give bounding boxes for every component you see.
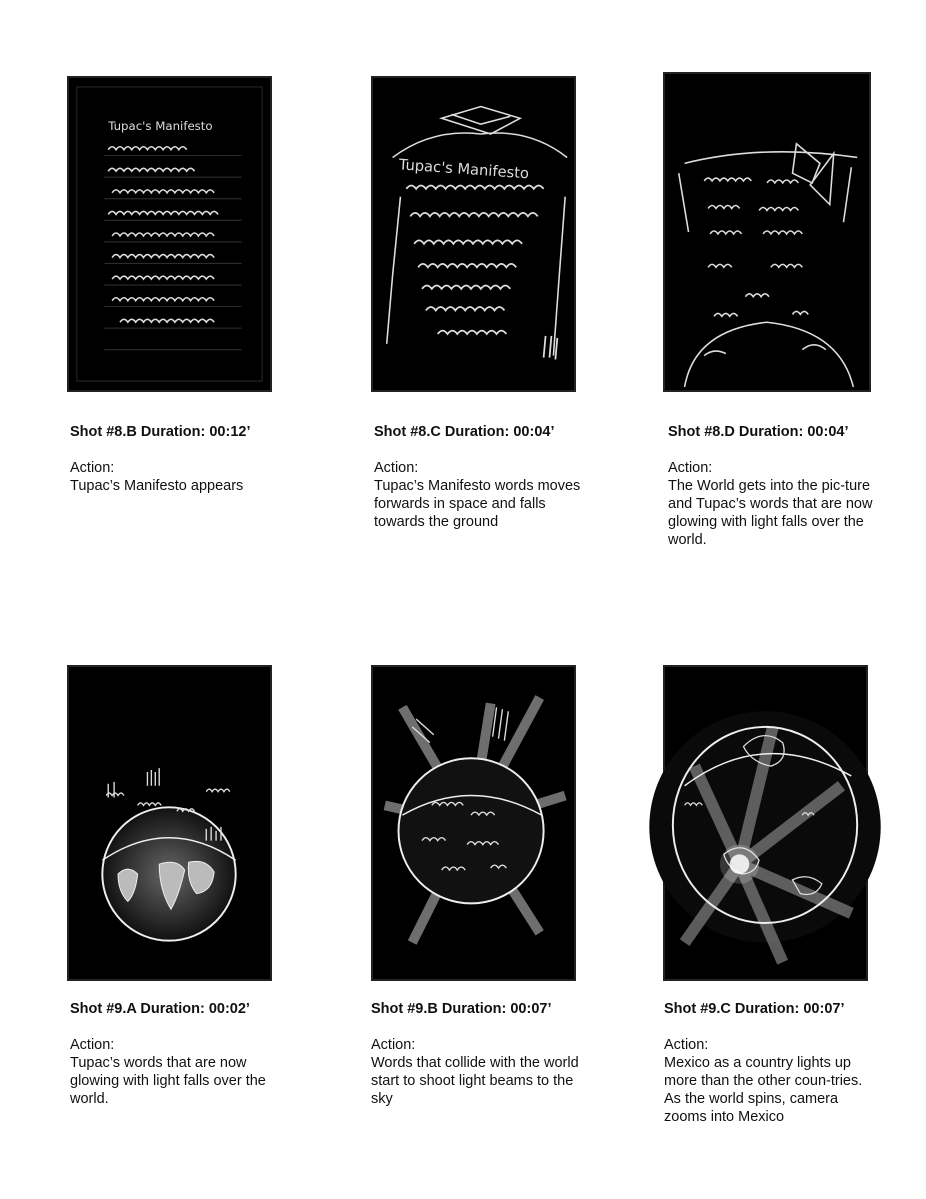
- frame-title: Tupac's Manifesto: [108, 119, 213, 134]
- action-label: Action:: [668, 460, 713, 476]
- action-text: Tupac’s words that are now glowing with light falls over the world.: [70, 1055, 266, 1107]
- shot-title: Shot #9.A Duration: 00:02’: [70, 1001, 250, 1017]
- storyboard-frame-8c: [371, 76, 576, 392]
- storyboard-frame-8d: [663, 72, 871, 392]
- action-label: Action:: [70, 1037, 115, 1053]
- action-text: Mexico as a country lights up more than the other coun-tries. As the world spins, camera zooms into Mexico: [664, 1055, 863, 1125]
- panel-caption-9a: [70, 1000, 285, 1108]
- action-text: Tupac’s Manifesto appears: [70, 478, 244, 494]
- action-text: Tupac’s Manifesto words moves forwards in space and falls towards the ground: [374, 478, 581, 530]
- shot-title: Shot #8.B Duration: 00:12’: [70, 424, 251, 440]
- sketch-globe-light-beams: [373, 667, 574, 979]
- action-text: The World gets into the pic-ture and Tupac’s words that are now glowing with light falls over the world.: [668, 478, 873, 548]
- shot-title: Shot #9.B Duration: 00:07’: [371, 1001, 552, 1017]
- frame-title: Tupac's Manifesto: [398, 156, 530, 183]
- storyboard-frame-8b: [67, 76, 272, 392]
- shot-title: Shot #9.C Duration: 00:07’: [664, 1001, 845, 1017]
- storyboard-frame-9c: [663, 665, 868, 981]
- action-label: Action:: [374, 460, 419, 476]
- panel-caption-8b: [70, 423, 285, 495]
- sketch-manifesto-perspective: [373, 78, 574, 390]
- action-label: Action:: [371, 1037, 416, 1053]
- sketch-globe-mexico: [665, 667, 866, 979]
- sketch-manifesto-page: [69, 78, 270, 390]
- panel-caption-8c: [374, 423, 589, 531]
- sketch-globe-words: [69, 667, 270, 979]
- shot-title: Shot #8.C Duration: 00:04’: [374, 424, 555, 440]
- action-label: Action:: [664, 1037, 709, 1053]
- action-text: Words that collide with the world start to shoot light beams to the sky: [371, 1055, 579, 1107]
- storyboard-frame-9b: [371, 665, 576, 981]
- shot-title: Shot #8.D Duration: 00:04’: [668, 424, 849, 440]
- sketch-words-falling-on-world: [665, 74, 869, 390]
- panel-caption-9b: [371, 1000, 586, 1108]
- panel-caption-8d: [668, 423, 873, 549]
- action-label: Action:: [70, 460, 115, 476]
- panel-caption-9c: [664, 1000, 874, 1126]
- storyboard-frame-9a: [67, 665, 272, 981]
